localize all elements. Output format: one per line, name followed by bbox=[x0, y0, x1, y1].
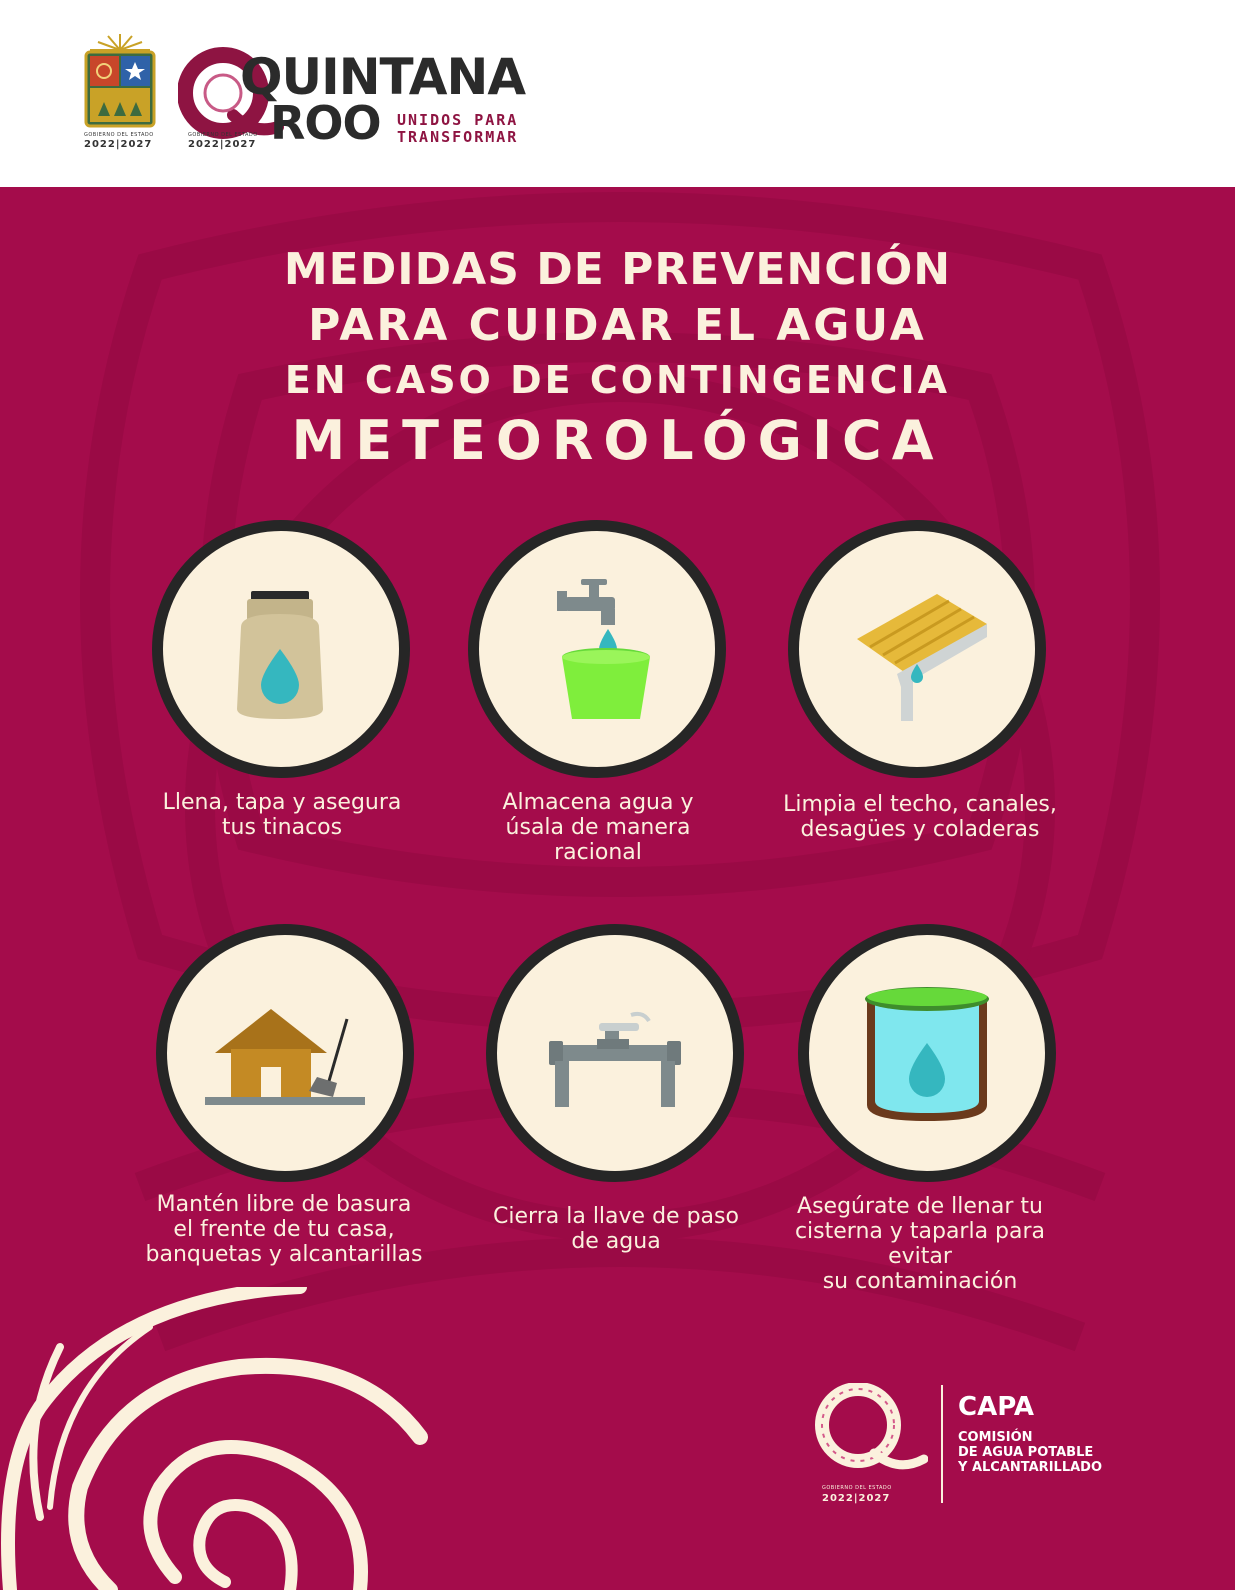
brand-tagline-line2: TRANSFORMAR bbox=[397, 128, 519, 146]
brand-caption: GOBIERNO DEL ESTADO bbox=[188, 132, 258, 138]
tip-icon-ring bbox=[468, 520, 726, 778]
brand-tagline-line1: UNIDOS PARA bbox=[397, 111, 519, 129]
header bbox=[0, 0, 1235, 187]
brand-years: 2022|2027 bbox=[188, 139, 257, 150]
shield-caption: GOBIERNO DEL ESTADO bbox=[84, 132, 154, 138]
capa-divider bbox=[941, 1385, 943, 1503]
tip-icon-ring bbox=[788, 520, 1046, 778]
faucet-bucket-icon bbox=[517, 569, 677, 729]
capa-logo bbox=[808, 1383, 1228, 1523]
tip-caption: Almacena agua y úsala de manera racional bbox=[502, 790, 694, 865]
title-line-4: METEOROLÓGICA bbox=[291, 409, 944, 472]
main-panel bbox=[0, 187, 1235, 1590]
brand-word-roo: ROO bbox=[270, 96, 381, 150]
title-line-1: MEDIDAS DE PREVENCIÓN bbox=[283, 244, 952, 295]
poster-title bbox=[0, 242, 1235, 476]
capa-line-2: DE AGUA POTABLE bbox=[958, 1445, 1094, 1460]
hurricane-swirl-icon bbox=[0, 1287, 460, 1590]
capa-line-1: COMISIÓN bbox=[958, 1430, 1033, 1445]
tip-caption: Mantén libre de basura el frente de tu casa, banquetas y alcantarillas bbox=[145, 1192, 423, 1267]
roof-gutter-icon bbox=[837, 569, 997, 729]
capa-line-3: Y ALCANTARILLADO bbox=[958, 1460, 1103, 1475]
cistern-icon bbox=[847, 973, 1007, 1133]
tip-caption: Cierra la llave de paso de agua bbox=[493, 1204, 739, 1254]
tip-icon-ring bbox=[156, 924, 414, 1182]
water-tank-icon bbox=[201, 569, 361, 729]
capa-caption: GOBIERNO DEL ESTADO bbox=[822, 1485, 892, 1491]
tip-icon-ring bbox=[798, 924, 1056, 1182]
brand-word-quintana: QUINTANA bbox=[240, 48, 526, 106]
title-line-2: PARA CUIDAR EL AGUA bbox=[308, 300, 927, 351]
capa-name: CAPA bbox=[958, 1392, 1034, 1422]
tip-caption: Llena, tapa y asegura tus tinacos bbox=[162, 790, 402, 840]
capa-years: 2022|2027 bbox=[822, 1493, 891, 1504]
capa-q-emblem bbox=[808, 1383, 928, 1483]
tip-icon-ring bbox=[486, 924, 744, 1182]
state-shield-logo bbox=[80, 32, 160, 147]
tip-icon-ring bbox=[152, 520, 410, 778]
house-broom-icon bbox=[205, 973, 365, 1133]
tip-caption: Asegúrate de llenar tu cisterna y taparla para evitar su contaminación bbox=[794, 1194, 1046, 1294]
water-valve-icon bbox=[535, 973, 695, 1133]
title-line-3: EN CASO DE CONTINGENCIA bbox=[284, 358, 951, 402]
shield-years: 2022|2027 bbox=[84, 139, 153, 150]
tip-caption: Limpia el techo, canales, desagües y coladeras bbox=[783, 792, 1057, 842]
